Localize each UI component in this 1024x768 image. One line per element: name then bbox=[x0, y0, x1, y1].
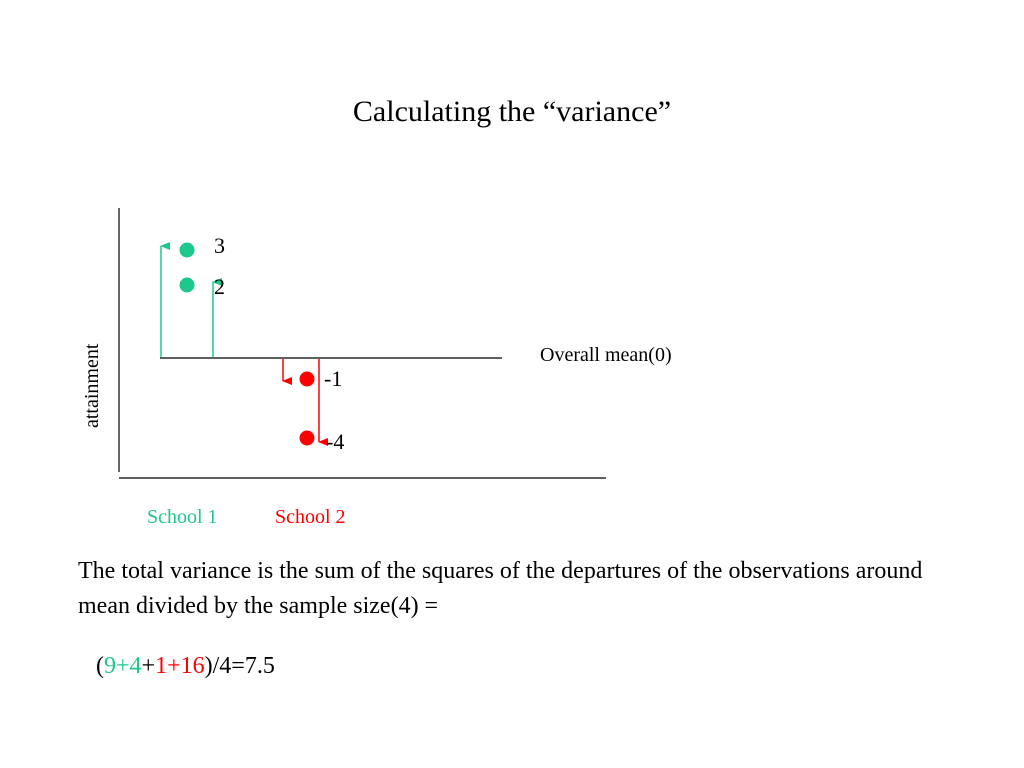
y-axis-label: attainment bbox=[81, 343, 103, 428]
point-label-2: 2 bbox=[214, 274, 225, 299]
formula-term-9: 9 bbox=[104, 653, 116, 679]
formula-plus-1: + bbox=[116, 653, 130, 679]
formula-plus-3: + bbox=[167, 653, 181, 679]
point-label-minus1: -1 bbox=[324, 366, 343, 391]
point-label-minus4: -4 bbox=[326, 429, 345, 454]
formula-term-1: 1 bbox=[155, 653, 168, 679]
school2-point-minus1 bbox=[300, 372, 315, 387]
variance-explanation: The total variance is the sum of the squares of the departures of the observations around mean divided by the sample size(4) = bbox=[78, 558, 923, 619]
point-label-3: 3 bbox=[214, 233, 225, 258]
variance-formula bbox=[96, 651, 275, 681]
formula-term-16: 16 bbox=[180, 653, 205, 679]
formula-term-4: 4 bbox=[129, 653, 142, 679]
slide-title: Calculating the “variance” bbox=[352, 95, 672, 128]
school2-point-minus4 bbox=[300, 431, 315, 446]
school2-label: School 2 bbox=[275, 506, 346, 528]
formula-plus-2: + bbox=[141, 653, 156, 679]
school1-point-3 bbox=[180, 243, 195, 258]
formula-close: )/4=7.5 bbox=[204, 653, 275, 679]
formula-open: ( bbox=[96, 653, 104, 679]
overall-mean-label: Overall mean(0) bbox=[540, 344, 672, 366]
school1-point-2 bbox=[180, 278, 195, 293]
school1-label: School 1 bbox=[147, 506, 218, 528]
